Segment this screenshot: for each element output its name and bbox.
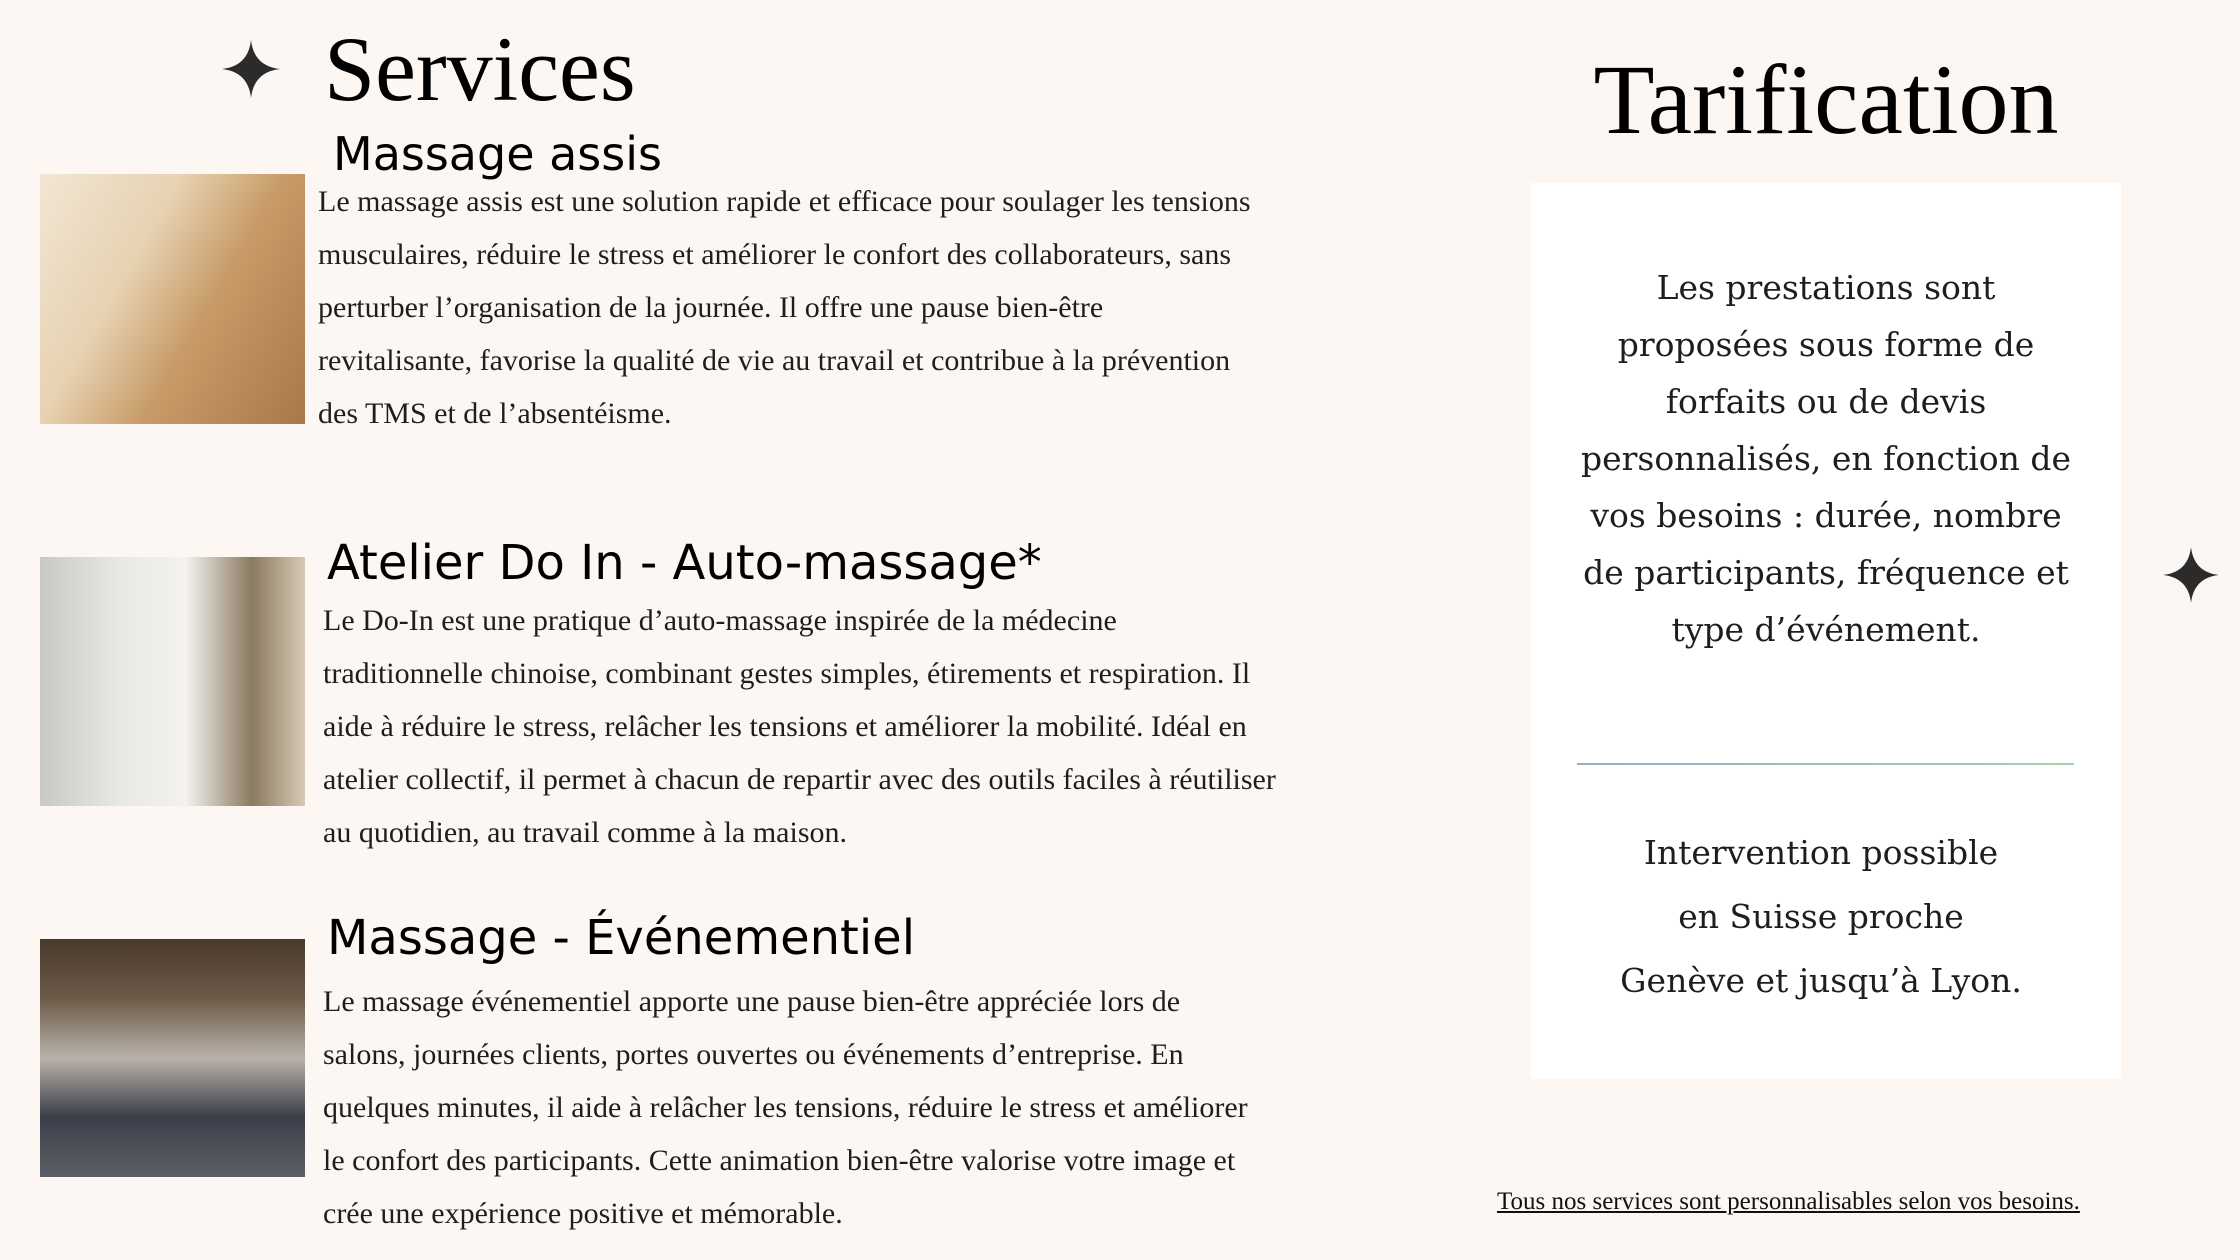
text-line: de participants, fréquence et [1583, 553, 2069, 592]
text-line: en Suisse proche [1678, 897, 1964, 936]
text-line: Le Do-In est une pratique d’auto-massage inspirée de la médecine [323, 604, 1117, 637]
text-line: crée une expérience positive et mémorable. [323, 1197, 843, 1230]
service-description-do-in [323, 594, 1276, 859]
services-title: Services [324, 18, 636, 120]
service-description-massage-assis [318, 175, 1251, 440]
service-heading-do-in: Atelier Do In - Auto-massage* [327, 535, 1042, 591]
service-description-evenementiel [323, 975, 1248, 1240]
text-line: des TMS et de l’absentéisme. [318, 397, 672, 430]
pricing-card [1531, 183, 2121, 1079]
service-heading-evenementiel: Massage - Événementiel [327, 910, 916, 966]
event-office-photo [40, 939, 305, 1177]
text-line: type d’événement. [1671, 610, 1981, 649]
text-line: salons, journées clients, portes ouvertes ou événements d’entreprise. En [323, 1038, 1184, 1071]
text-line: musculaires, réduire le stress et améliorer le confort des collaborateurs, sans [318, 238, 1231, 271]
service-heading-massage-assis: Massage assis [333, 127, 662, 181]
text-line: revitalisante, favorise la qualité de vie au travail et contribue à la prévention [318, 344, 1231, 377]
text-line: forfaits ou de devis [1665, 382, 1987, 421]
text-line: le confort des participants. Cette animation bien-être valorise votre image et [323, 1144, 1236, 1177]
text-line: Intervention possible [1643, 833, 1999, 872]
pricing-title: Tarification [1593, 44, 2059, 155]
text-line: quelques minutes, il aide à relâcher les tensions, réduire le stress et améliorer [323, 1091, 1248, 1124]
text-line: vos besoins : durée, nombre [1590, 496, 2062, 535]
self-massage-photo [40, 557, 305, 806]
text-line: Le massage événementiel apporte une pause bien-être appréciée lors de [323, 985, 1181, 1018]
text-line: Genève et jusqu’à Lyon. [1620, 961, 2022, 1000]
sparkle-icon [2163, 547, 2219, 603]
personalization-note-link[interactable]: Tous nos services sont personnalisables selon vos besoins. [1497, 1188, 2080, 1215]
text-line: au quotidien, au travail comme à la maison. [323, 816, 848, 849]
text-line: atelier collectif, il permet à chacun de repartir avec des outils faciles à réutiliser [323, 763, 1276, 796]
text-line: personnalisés, en fonction de [1580, 439, 2072, 478]
divider [1577, 763, 2074, 765]
seated-massage-photo [40, 174, 305, 424]
text-line: proposées sous forme de [1617, 325, 2035, 364]
text-line: Le massage assis est une solution rapide et efficace pour soulager les tensions [318, 185, 1251, 218]
text-line: Les prestations sont [1656, 268, 1996, 307]
text-line: traditionnelle chinoise, combinant gestes simples, étirements et respiration. Il [323, 657, 1251, 690]
text-line: perturber l’organisation de la journée. Il offre une pause bien-être [318, 291, 1104, 324]
pricing-description [1531, 259, 2121, 658]
service-area [1521, 821, 2121, 1013]
text-line: aide à réduire le stress, relâcher les tensions et améliorer la mobilité. Idéal en [323, 710, 1247, 743]
sparkle-icon [222, 40, 280, 98]
